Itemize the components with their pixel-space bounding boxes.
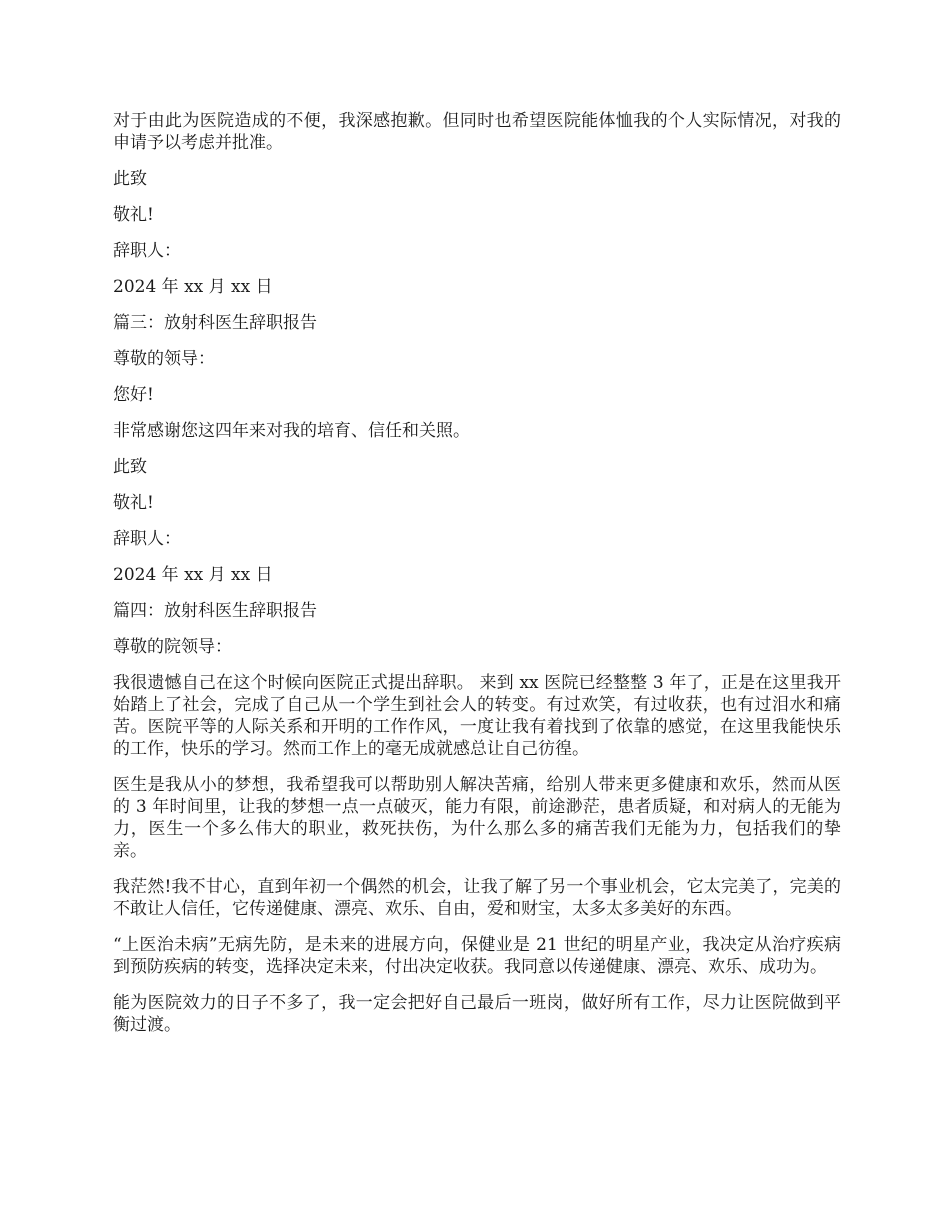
greeting-salutation: 尊敬的院领导： (113, 637, 232, 657)
paragraph-handover: 能为医院效力的日子不多了，我一定会把好自己最后一班岗，做好所有工作，尽力让医院做到平衡过渡。 (113, 993, 841, 1035)
signature-label: 辞职人： (113, 529, 181, 549)
greeting-salutation: 尊敬的领导： (113, 349, 215, 369)
paragraph-opportunity: 我茫然!我不甘心，直到年初一个偶然的机会，让我了解了另一个事业机会，它太完美了，完美的不敢让人信任，它传递健康、漂亮、欢乐、自由，爱和财宝，太多太多美好的东西。 (113, 877, 841, 919)
closing-regards: 敬礼! (113, 205, 154, 225)
paragraph-dream: 医生是我从小的梦想，我希望我可以帮助别人解决苦痛，给别人带来更多健康和欢乐，然而从医的 3 年时间里，让我的梦想一点一点破灭，能力有限，前途渺茫，患者质疑，和对病人的无能为力，医生一个多么伟大的职业，救死扶伤，为什么那么多的痛苦我们无能为力，包括我们的挚亲。 (113, 775, 841, 861)
paragraph-thanks: 非常感谢您这四年来对我的培育、信任和关照。 (113, 421, 470, 441)
greeting-hello: 您好! (113, 385, 154, 405)
date-line: 2024 年 xx 月 xx 日 (113, 565, 273, 585)
paragraph-apology: 对于由此为医院造成的不便，我深感抱歉。但同时也希望医院能体恤我的个人实际情况，对我的申请予以考虑并批准。 (113, 111, 841, 153)
section-heading-4: 篇四：放射科医生辞职报告 (113, 601, 317, 621)
document-body (113, 110, 841, 1050)
section-heading-3: 篇三：放射科医生辞职报告 (113, 313, 317, 333)
signature-label: 辞职人： (113, 241, 181, 261)
closing-regards: 敬礼! (113, 493, 154, 513)
paragraph-resignation: 我很遗憾自己在这个时候向医院正式提出辞职。 来到 xx 医院已经整整 3 年了，正是在这里我开始踏上了社会，完成了自己从一个学生到社会人的转变。有过欢笑，有过收获，也有过泪水和痛苦。医院平等的人际关系和开明的工作作风，一度让我有着找到了依靠的感觉，在这里我能快乐的工作，快乐的学习。然而工作上的毫无成就感总让自己彷徨。 (113, 673, 841, 759)
closing-salutation: 此致 (113, 457, 147, 477)
paragraph-prevention: “上医治未病”无病先防，是未来的进展方向，保健业是 21 世纪的明星产业，我决定从治疗疾病到预防疾病的转变，选择决定未来，付出决定收获。我同意以传递健康、漂亮、欢乐、成功为。 (113, 935, 841, 977)
closing-salutation: 此致 (113, 169, 147, 189)
date-line: 2024 年 xx 月 xx 日 (113, 277, 273, 297)
